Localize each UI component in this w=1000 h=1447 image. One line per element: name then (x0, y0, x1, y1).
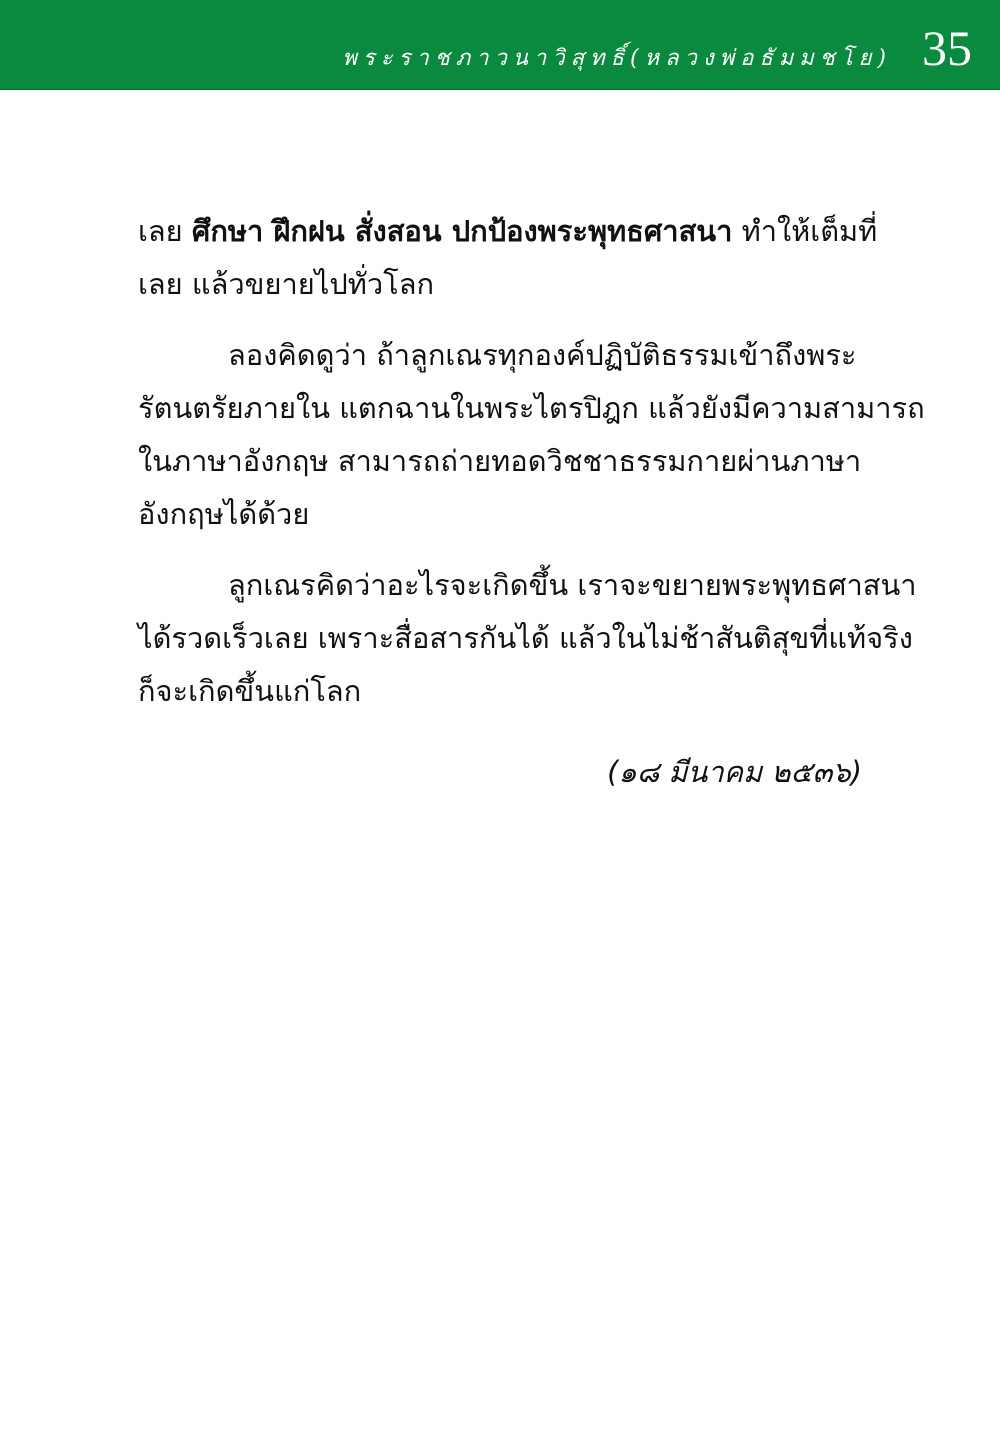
paragraph-line: ก็จะเกิดขึ้นแก่โลก (138, 674, 362, 708)
paragraph-line: อังกฤษได้ด้วย (138, 497, 310, 531)
running-header-title: พระราชภาวนาวิสุทธิ์(หลวงพ่อธัมมชโย) (342, 46, 892, 71)
paragraph-line (138, 205, 878, 258)
paragraph-line: เลย แล้วขยายไปทั่วโลก (138, 267, 435, 301)
paragraph-line: ได้รวดเร็วเลย เพราะสื่อสารกันได้ แล้วในไม่ช้าสันติสุขที่แท้จริง (138, 621, 913, 655)
paragraph-line: ลองคิดดูว่า ถ้าลูกเณรทุกองค์ปฏิบัติธรรมเข้าถึงพระ (228, 338, 857, 372)
bold-text-run: ศึกษา ฝึกฝน สั่งสอน ปกป้องพระพุทธศาสนา (191, 214, 733, 248)
paragraph-2 (138, 329, 925, 541)
text-run: เลย (138, 214, 192, 248)
paragraph-1 (138, 205, 878, 311)
paragraph-line: ในภาษาอังกฤษ สามารถถ่ายทอดวิชชาธรรมกายผ่านภาษา (138, 444, 862, 478)
text-run: ทำให้เต็มที่ (741, 214, 878, 248)
date-note: (๑๘ มีนาคม ๒๕๓๖) (607, 755, 862, 789)
paragraph-line: รัตนตรัยภายใน แตกฉานในพระไตรปิฎก แล้วยังมีความสามารถ (138, 391, 925, 425)
page-number: 35 (922, 20, 972, 76)
paragraph-line: ลูกเณรคิดว่าอะไรจะเกิดขึ้น เราจะขยายพระพุทธศาสนา (228, 568, 917, 602)
header-bar (0, 0, 1000, 90)
page-content (138, 205, 925, 799)
paragraph-3 (138, 559, 917, 718)
